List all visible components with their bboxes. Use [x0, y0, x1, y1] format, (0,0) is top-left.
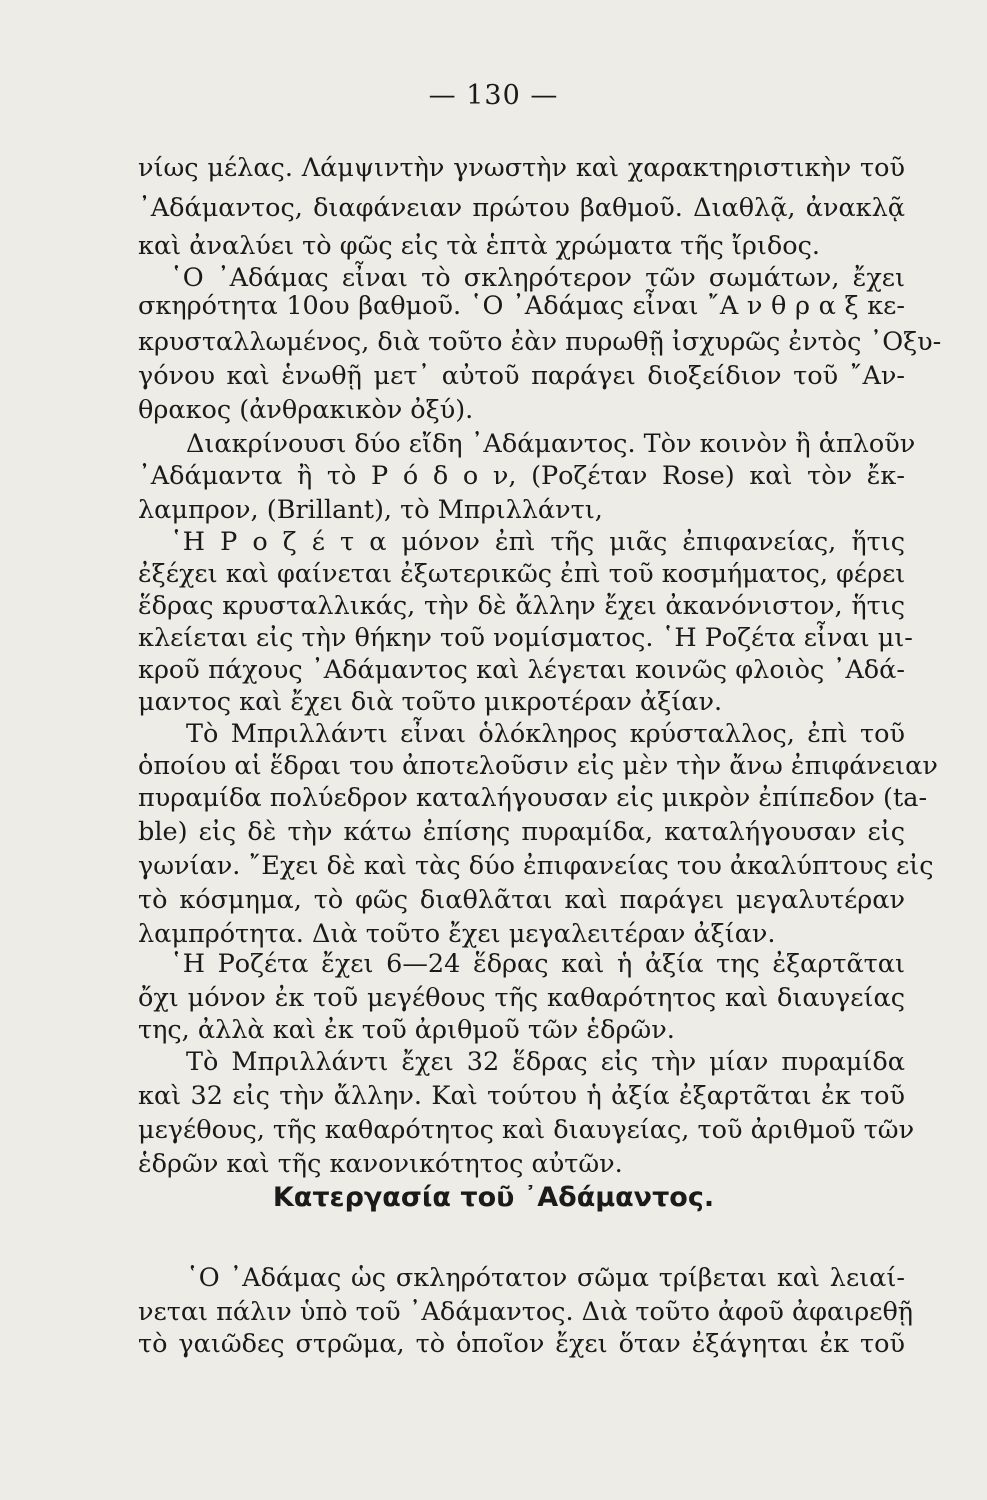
text-line: κλείεται εἰς τὴν θήκην τοῦ νομίσματος. ῾Η Ροζέτα εἶναι μι-	[138, 623, 913, 653]
text-line: κρυσταλλωμένος, διὰ τοῦτο ἐὰν πυρωθῇ ἰσχυρῶς ἐντὸς ᾿Οξυ-	[138, 327, 942, 357]
text-line: ble) εἰς δὲ τὴν κάτω ἐπίσης πυραμίδα, καταλήγουσαν εἰς	[138, 817, 905, 847]
text-line: ῾Ο ᾿Αδάμας εἶναι τὸ σκληρότερον τῶν σωμάτων, ἔχει	[170, 263, 905, 293]
text-line: ᾿Αδάμαντος, διαφάνειαν πρώτου βαθμοῦ. Διαθλᾷ, ἀνακλᾷ	[138, 193, 905, 223]
text-line: νεται πάλιν ὑπὸ τοῦ ᾿Αδάμαντος. Διὰ τοῦτο ἀφοῦ ἀφαιρεθῇ	[138, 1297, 914, 1327]
text-line: Διακρίνουσι δύο εἴδη ᾿Αδάμαντος. Τὸν κοινὸν ἢ ἁπλοῦν	[186, 429, 916, 459]
text-line: Τὸ Μπριλλάντι ἔχει 32 ἕδρας εἰς τὴν μίαν πυραμίδα	[186, 1047, 905, 1077]
text-line: πυραμίδα πολύεδρον καταλήγουσαν εἰς μικρὸν ἐπίπεδον (ta-	[138, 783, 928, 813]
text-line: τὸ κόσμημα, τὸ φῶς διαθλᾶται καὶ παράγει μεγαλυτέραν	[138, 885, 905, 915]
text-line: λαμπρότητα. Διὰ τοῦτο ἔχει μεγαλειτέραν ἀξίαν.	[138, 919, 776, 949]
text-line: θρακος (ἀνθρακικὸν ὀξύ).	[138, 395, 474, 425]
text-line: ὁποίου αἱ ἕδραι του ἀποτελοῦσιν εἰς μὲν τὴν ἄνω ἐπιφάνειαν	[138, 751, 938, 781]
text-line: της, ἀλλὰ καὶ ἐκ τοῦ ἀριθμοῦ τῶν ἑδρῶν.	[138, 1015, 675, 1045]
text-line: Τὸ Μπριλλάντι εἶναι ὁλόκληρος κρύσταλλος, ἐπὶ τοῦ	[186, 719, 905, 749]
text-line: λαμπρον, (Brillant), τὸ Μπριλλάντι,	[138, 495, 603, 525]
text-line: μαντος καὶ ἔχει διὰ τοῦτο μικροτέραν ἀξίαν.	[138, 687, 723, 717]
text-line: καὶ ἀναλύει τὸ φῶς εἰς τὰ ἑπτὰ χρώματα τῆς ἴριδος.	[138, 231, 821, 261]
text-line: κροῦ πάχους ᾿Αδάμαντος καὶ λέγεται κοινῶς φλοιὸς ᾿Αδά-	[138, 655, 905, 685]
text-line: γόνου καὶ ἑνωθῇ μετ᾿ αὐτοῦ παράγει διοξείδιον τοῦ ῎Αν-	[138, 361, 905, 391]
text-line: ἑδρῶν καὶ τῆς κανονικότητος αὐτῶν.	[138, 1149, 623, 1179]
page-number: — 130 —	[428, 80, 559, 111]
text-line: σκηρότητα 10ου βαθμοῦ. ῾Ο ᾿Αδάμας εἶναι ῎Α ν θ ρ α ξ κε-	[138, 291, 905, 321]
text-line: τὸ γαιῶδες στρῶμα, τὸ ὁποῖον ἔχει ὅταν ἐξάγηται ἐκ τοῦ	[138, 1329, 905, 1359]
text-line: γωνίαν. ῎Εχει δὲ καὶ τὰς δύο ἐπιφανείας του ἀκαλύπτους εἰς	[138, 851, 934, 881]
text-line: ῾Η Ροζέτα ἔχει 6—24 ἕδρας καὶ ἡ ἀξία της ἐξαρτᾶται	[170, 949, 905, 979]
section-heading: Κατεργασία τοῦ ᾿Αδάμαντος.	[272, 1182, 715, 1213]
text-line: ῾Η Ρ ο ζ έ τ α μόνον ἐπὶ τῆς μιᾶς ἐπιφανείας, ἥτις	[170, 527, 905, 557]
text-line: μεγέθους, τῆς καθαρότητος καὶ διαυγείας, τοῦ ἀριθμοῦ τῶν	[138, 1115, 915, 1145]
text-line: ἐξέχει καὶ φαίνεται ἐξωτερικῶς ἐπὶ τοῦ κοσμήματος, φέρει	[138, 559, 906, 589]
text-line: ὄχι μόνον ἐκ τοῦ μεγέθους τῆς καθαρότητος καὶ διαυγείας	[138, 983, 905, 1013]
text-line: ἕδρας κρυσταλλικάς, τὴν δὲ ἄλλην ἔχει ἀκανόνιστον, ἥτις	[138, 591, 905, 621]
text-line: νίως μέλας. Λάμψιντὴν γνωστὴν καὶ χαρακτηριστικὴν τοῦ	[138, 153, 905, 183]
text-line: καὶ 32 εἰς τὴν ἄλλην. Καὶ τούτου ἡ ἀξία ἐξαρτᾶται ἐκ τοῦ	[138, 1081, 905, 1111]
text-line: ῾Ο ᾿Αδάμας ὡς σκληρότατον σῶμα τρίβεται καὶ λειαί-	[186, 1263, 905, 1293]
text-line: ᾿Αδάμαντα ἢ τὸ Ρ ό δ ο ν, (Ροζέταν Rose) καὶ τὸν ἔκ-	[138, 461, 905, 491]
